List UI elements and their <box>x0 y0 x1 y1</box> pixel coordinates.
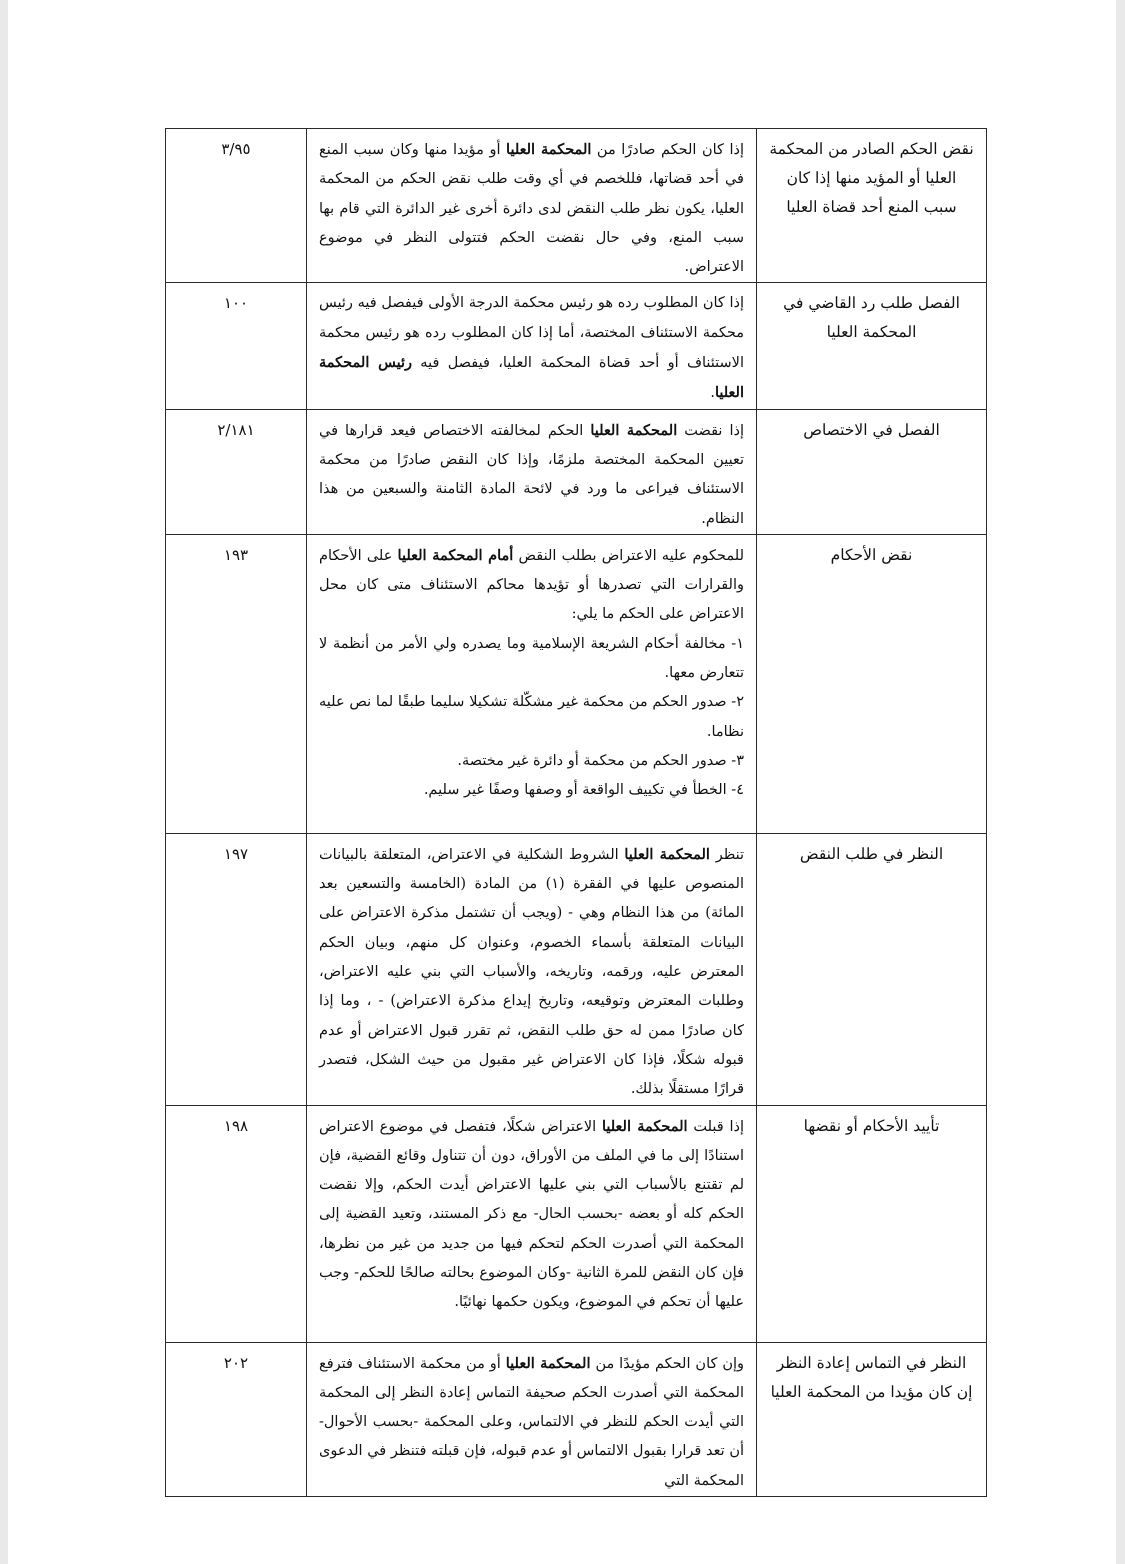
list-item: ١- مخالفة أحكام الشريعة الإسلامية وما يصدره ولي الأمر من أنظمة لا تتعارض معها. <box>319 635 744 682</box>
article-text: أو من محكمة الاستئناف فترفع المحكمة التي أصدرت الحكم صحيفة التماس إعادة النظر إلى المحكمة التي أيدت الحكم للنظر في الالتماس، وعلى المحكمة -بحسب الأحوال- أن تعد قرارا بقبول الالتماس أو عدم قبوله، فإن قبلته فتنظر في الدعوى المحكمة التي <box>319 1355 744 1489</box>
article-text: إذا قبلت <box>687 1118 745 1135</box>
list-item: ٤- الخطأ في تكييف الواقعة أو وصفها وصفًا غير سليم. <box>423 782 744 799</box>
bold-court-name: أمام المحكمة العليا <box>397 546 514 564</box>
topic-cell: نقض الأحكام <box>757 534 987 833</box>
table-row <box>166 283 987 409</box>
table-row <box>166 534 987 833</box>
articles-table <box>165 128 987 1497</box>
article-text: على الأحكام والقرارات التي تصدرها أو تؤيدها محاكم الاستئناف متى كان محل الاعتراض على الحكم ما يلي: <box>319 547 744 623</box>
table-row <box>166 409 987 534</box>
article-text: الاعتراض شكلًا، فتفصل في موضوع الاعتراض استنادًا إلى ما في الملف من الأوراق، دون أن تتناول وقائع القضية، فإن لم تقتنع بالأسباب التي بني عليها الاعتراض أيدت الحكم، وإلا نقضت الحكم كله أو بعضه -بحسب الحال- مع ذكر المستند، وتعيد القضية إلى المحكمة التي أصدرت الحكم لتحكم فيها من جديد من غير من نظرها، فإن كان النقض للمرة الثانية -وكان الموضوع بحالته صالحًا للحكم- وجب عليها أن تحكم في الموضوع، ويكون حكمها نهائيًا. <box>319 1118 744 1311</box>
topic-cell: الفصل في الاختصاص <box>757 409 987 534</box>
article-text-cell <box>307 409 757 534</box>
article-number-cell: ٢٠٢ <box>166 1342 307 1496</box>
article-number-cell: ٣/٩٥ <box>166 129 307 283</box>
list-item: ٢- صدور الحكم من محكمة غير مشكّلة تشكيلا سليما طبقًا لما نص عليه نظاما. <box>319 694 744 740</box>
article-text-cell <box>307 833 757 1105</box>
article-number-cell: ١٩٧ <box>166 833 307 1105</box>
topic-cell: النظر في التماس إعادة النظر إن كان مؤيدا من المحكمة العليا <box>757 1342 987 1496</box>
article-text: الحكم لمخالفته الاختصاص فيعد قرارها في تعيين المحكمة المختصة ملزمًا، وإذا كان النقض صادرًا من محكمة الاستئناف فيراعى ما ورد في لائحة المادة الثامنة والسبعين من هذا النظام. <box>319 422 744 527</box>
bold-court-name: المحكمة العليا <box>590 421 678 439</box>
list-item: ٣- صدور الحكم من محكمة أو دائرة غير مختصة. <box>457 752 744 769</box>
bold-court-name: المحكمة العليا <box>506 141 592 158</box>
topic-cell: نقض الحكم الصادر من المحكمة العليا أو المؤيد منها إذا كان سبب المنع أحد قضاة العليا <box>757 129 987 283</box>
topic-cell: الفصل طلب رد القاضي في المحكمة العليا <box>757 283 987 409</box>
table-row <box>166 833 987 1105</box>
article-number-cell: ١٠٠ <box>166 283 307 409</box>
article-number-cell: ١٩٣ <box>166 534 307 833</box>
article-text: . <box>710 385 715 402</box>
table-row <box>166 1105 987 1342</box>
document-page <box>8 0 1116 1564</box>
bold-court-name: رئيس المحكمة العليا <box>319 354 744 402</box>
article-number-cell: ٢/١٨١ <box>166 409 307 534</box>
article-text-cell <box>307 1105 757 1342</box>
table-row <box>166 1342 987 1496</box>
article-text: إذا كان المطلوب رده هو رئيس محكمة الدرجة الأولى فيفصل فيه رئيس محكمة الاستئناف المختصة، أما إذا كان المطلوب رده هو رئيس محكمة الاستئناف أو أحد قضاة المحكمة العليا، فيفصل فيه <box>319 295 744 372</box>
topic-cell: النظر في طلب النقض <box>757 833 987 1105</box>
article-text: الشروط الشكلية في الاعتراض، المتعلقة بالبيانات المنصوص عليها في الفقرة (١) من المادة (الخامسة والتسعين بعد المائة) من هذا النظام وهي - (ويجب أن تشتمل مذكرة الاعتراض على البيانات المتعلقة بأسماء الخصوم، وعنوان كل منهم، وبيان الحكم المعترض عليه، ورقمه، وتاريخه، والأسباب التي بني عليه الاعتراض، وطلبات المعترض وتوقيعه، وتاريخ إيداع مذكرة الاعتراض) - ، وما إذا كان صادرًا ممن له حق طلب النقض، ثم تقرر قبول الاعتراض أو عدم قبوله شكلًا، فإذا كان الاعتراض غير مقبول من حيث الشكل، فتصدر قرارًا مستقلًا بذلك. <box>319 846 744 1098</box>
article-text: إذا نقضت <box>677 422 745 439</box>
bold-court-name: المحكمة العليا <box>505 1354 591 1372</box>
article-text-cell <box>307 283 757 409</box>
topic-cell: تأييد الأحكام أو نقضها <box>757 1105 987 1342</box>
article-number-cell: ١٩٨ <box>166 1105 307 1342</box>
article-text-cell <box>307 1342 757 1496</box>
article-text: وإن كان الحكم مؤيدًا من <box>590 1355 745 1372</box>
article-text: أو مؤيدا منها وكان سبب المنع في أحد قضاتها، فللخصم في أي وقت طلب نقض الحكم من المحكمة العليا، يكون نظر طلب النقض لدى دائرة أخرى غير الدائرة التي قام بها سبب المنع، وفي حال نقضت الحكم فتتولى النظر في موضوع الاعتراض. <box>319 142 744 276</box>
article-text: تنظر <box>709 846 745 863</box>
table-row <box>166 129 987 283</box>
article-text-cell <box>307 129 757 283</box>
article-text: إذا كان الحكم صادرًا من <box>591 142 744 158</box>
bold-court-name: المحكمة العليا <box>601 1117 688 1135</box>
bold-court-name: المحكمة العليا <box>624 845 710 863</box>
article-text-cell <box>307 534 757 833</box>
article-text: للمحكوم عليه الاعتراض بطلب النقض <box>513 547 744 564</box>
